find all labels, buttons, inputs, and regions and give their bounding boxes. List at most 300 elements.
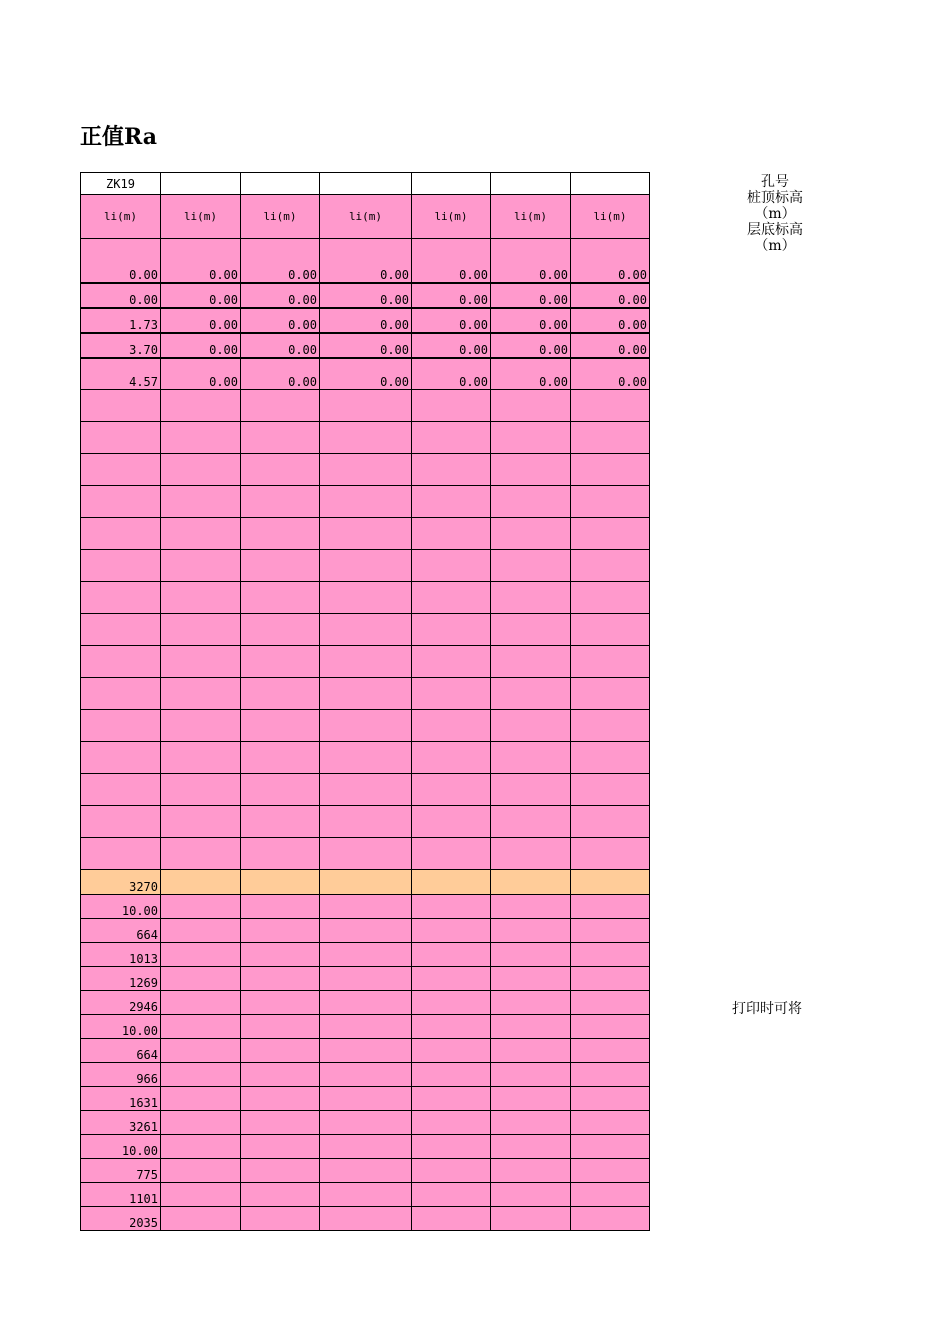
- table-cell[interactable]: [81, 582, 161, 614]
- table-cell[interactable]: [491, 390, 571, 422]
- table-row: [81, 550, 650, 582]
- table-cell[interactable]: 0.00: [491, 308, 571, 333]
- table-cell[interactable]: li(m): [412, 195, 491, 239]
- table-cell[interactable]: [491, 967, 571, 991]
- table-cell[interactable]: [241, 967, 320, 991]
- table-cell[interactable]: [491, 710, 571, 742]
- table-cell[interactable]: [571, 486, 650, 518]
- table-cell[interactable]: 0.00: [81, 239, 161, 283]
- table-cell[interactable]: ZK19: [81, 173, 161, 195]
- table-cell[interactable]: [241, 550, 320, 582]
- table-cell[interactable]: [571, 1039, 650, 1063]
- table-cell[interactable]: [161, 1039, 241, 1063]
- table-cell[interactable]: 0.00: [241, 283, 320, 308]
- table-cell[interactable]: 0.00: [241, 308, 320, 333]
- table-cell[interactable]: [81, 390, 161, 422]
- table-cell[interactable]: [491, 1135, 571, 1159]
- table-row: [81, 806, 650, 838]
- table-cell[interactable]: [571, 1135, 650, 1159]
- table-cell[interactable]: [412, 1087, 491, 1111]
- side-labels: [720, 174, 830, 254]
- table-cell[interactable]: 0.00: [320, 333, 412, 358]
- table-cell[interactable]: [320, 919, 412, 943]
- table-cell[interactable]: [161, 582, 241, 614]
- table-cell[interactable]: 0.00: [241, 239, 320, 283]
- table-cell[interactable]: 0.00: [412, 239, 491, 283]
- table-row: [81, 1135, 650, 1159]
- table-row: [81, 390, 650, 422]
- table-cell[interactable]: [491, 1183, 571, 1207]
- table-cell[interactable]: 0.00: [412, 283, 491, 308]
- table-cell[interactable]: [241, 919, 320, 943]
- table-cell[interactable]: 0.00: [81, 283, 161, 308]
- table-cell[interactable]: [571, 173, 650, 195]
- table-cell[interactable]: [320, 1159, 412, 1183]
- table-cell[interactable]: [571, 678, 650, 710]
- table-cell[interactable]: 0.00: [161, 283, 241, 308]
- table-cell[interactable]: [491, 991, 571, 1015]
- table-cell[interactable]: [412, 582, 491, 614]
- table-cell[interactable]: [241, 454, 320, 486]
- table-cell[interactable]: [241, 806, 320, 838]
- table-cell[interactable]: [491, 806, 571, 838]
- table-cell[interactable]: 0.00: [241, 333, 320, 358]
- table-cell[interactable]: [81, 614, 161, 646]
- table-cell[interactable]: [491, 486, 571, 518]
- table-cell[interactable]: 10.00: [81, 1135, 161, 1159]
- table-cell[interactable]: [161, 646, 241, 678]
- table-cell[interactable]: [320, 967, 412, 991]
- table-cell[interactable]: [320, 1039, 412, 1063]
- table-cell[interactable]: [161, 895, 241, 919]
- table-row: [81, 838, 650, 870]
- table-cell[interactable]: [412, 967, 491, 991]
- table-cell[interactable]: [320, 454, 412, 486]
- table-cell[interactable]: [491, 742, 571, 774]
- table-row: [81, 774, 650, 806]
- table-cell[interactable]: [241, 486, 320, 518]
- table-cell[interactable]: 0.00: [412, 308, 491, 333]
- table-cell[interactable]: [320, 678, 412, 710]
- table-row: [81, 283, 650, 308]
- table-cell[interactable]: [571, 774, 650, 806]
- table-cell[interactable]: li(m): [491, 195, 571, 239]
- table-cell[interactable]: [320, 646, 412, 678]
- table-cell[interactable]: [571, 710, 650, 742]
- print-note: 打印时可将: [732, 1001, 802, 1017]
- table-cell[interactable]: [320, 1063, 412, 1087]
- table-cell[interactable]: [241, 1111, 320, 1135]
- table-cell[interactable]: li(m): [161, 195, 241, 239]
- table-cell[interactable]: [320, 1087, 412, 1111]
- table-row: [81, 919, 650, 943]
- table-cell[interactable]: [81, 838, 161, 870]
- table-cell[interactable]: [161, 991, 241, 1015]
- table-row: [81, 1159, 650, 1183]
- table-cell[interactable]: [161, 742, 241, 774]
- table-cell[interactable]: [491, 173, 571, 195]
- table-cell[interactable]: [320, 422, 412, 454]
- table-cell[interactable]: [412, 806, 491, 838]
- table-cell[interactable]: 0.00: [571, 358, 650, 390]
- table-cell[interactable]: [161, 173, 241, 195]
- table-cell[interactable]: 0.00: [491, 333, 571, 358]
- table-cell[interactable]: [571, 1015, 650, 1039]
- table-cell[interactable]: [241, 173, 320, 195]
- table-cell[interactable]: [81, 678, 161, 710]
- table-cell[interactable]: [161, 1015, 241, 1039]
- table-cell[interactable]: 3.70: [81, 333, 161, 358]
- table-row: [81, 967, 650, 991]
- table-cell[interactable]: 0.00: [571, 283, 650, 308]
- table-cell[interactable]: [241, 943, 320, 967]
- table-cell[interactable]: [571, 919, 650, 943]
- table-cell[interactable]: 664: [81, 1039, 161, 1063]
- table-cell[interactable]: 10.00: [81, 895, 161, 919]
- table-row: [81, 1087, 650, 1111]
- table-cell[interactable]: li(m): [320, 195, 412, 239]
- table-cell[interactable]: [161, 919, 241, 943]
- table-cell[interactable]: [412, 1111, 491, 1135]
- table-cell[interactable]: [81, 646, 161, 678]
- table-cell[interactable]: [320, 1135, 412, 1159]
- table-cell[interactable]: [320, 173, 412, 195]
- table-cell[interactable]: [161, 1087, 241, 1111]
- table-cell[interactable]: [320, 895, 412, 919]
- table-cell[interactable]: [320, 1015, 412, 1039]
- table-cell[interactable]: [412, 742, 491, 774]
- table-cell[interactable]: [320, 518, 412, 550]
- table-cell[interactable]: [241, 582, 320, 614]
- table-cell[interactable]: 0.00: [161, 358, 241, 390]
- table-cell[interactable]: [491, 1039, 571, 1063]
- table-cell[interactable]: [412, 550, 491, 582]
- table-cell[interactable]: 3261: [81, 1111, 161, 1135]
- table-cell[interactable]: [412, 614, 491, 646]
- table-cell[interactable]: [241, 678, 320, 710]
- table-cell[interactable]: [161, 486, 241, 518]
- table-cell[interactable]: 2035: [81, 1207, 161, 1231]
- table-cell[interactable]: [571, 967, 650, 991]
- table-cell[interactable]: [320, 1183, 412, 1207]
- table-cell[interactable]: [161, 1135, 241, 1159]
- table-cell[interactable]: 4.57: [81, 358, 161, 390]
- layer-bottom-elevation-unit: （m）: [754, 238, 796, 254]
- table-cell[interactable]: [571, 646, 650, 678]
- table-cell[interactable]: 0.00: [320, 308, 412, 333]
- pile-top-elevation-label: 桩顶标高: [747, 190, 803, 206]
- table-row: [81, 454, 650, 486]
- table-cell[interactable]: [412, 1039, 491, 1063]
- table-cell[interactable]: [161, 550, 241, 582]
- table-cell[interactable]: [412, 1159, 491, 1183]
- table-cell[interactable]: 0.00: [241, 358, 320, 390]
- table-cell[interactable]: [571, 1063, 650, 1087]
- table-cell[interactable]: [571, 390, 650, 422]
- table-row: [81, 308, 650, 333]
- table-cell[interactable]: 0.00: [412, 358, 491, 390]
- table-cell[interactable]: [571, 1111, 650, 1135]
- table-cell[interactable]: [412, 678, 491, 710]
- table-row: [81, 1039, 650, 1063]
- table-cell[interactable]: 775: [81, 1159, 161, 1183]
- table-cell[interactable]: [412, 774, 491, 806]
- table-cell[interactable]: [161, 838, 241, 870]
- table-row: [81, 614, 650, 646]
- table-cell[interactable]: [161, 454, 241, 486]
- table-cell[interactable]: [161, 1159, 241, 1183]
- table-cell[interactable]: [81, 806, 161, 838]
- table-cell[interactable]: [81, 710, 161, 742]
- table-cell[interactable]: [491, 550, 571, 582]
- table-row: [81, 518, 650, 550]
- table-cell[interactable]: [491, 646, 571, 678]
- table-row: [81, 710, 650, 742]
- table-cell[interactable]: [491, 1063, 571, 1087]
- table-row: [81, 1207, 650, 1231]
- table-row: [81, 742, 650, 774]
- table-cell[interactable]: [412, 646, 491, 678]
- table-cell[interactable]: [491, 614, 571, 646]
- table-cell[interactable]: [161, 1207, 241, 1231]
- table-cell[interactable]: [241, 1207, 320, 1231]
- table-cell[interactable]: [320, 582, 412, 614]
- table-cell[interactable]: [81, 422, 161, 454]
- table-row: [81, 1111, 650, 1135]
- table-cell[interactable]: [320, 943, 412, 967]
- table-cell[interactable]: [161, 1063, 241, 1087]
- table-cell[interactable]: [491, 895, 571, 919]
- table-cell[interactable]: [161, 967, 241, 991]
- table-cell[interactable]: [241, 1039, 320, 1063]
- table-cell[interactable]: 0.00: [161, 239, 241, 283]
- table-cell[interactable]: [412, 422, 491, 454]
- table-cell[interactable]: [241, 870, 320, 895]
- table-cell[interactable]: [571, 895, 650, 919]
- table-cell[interactable]: [81, 518, 161, 550]
- table-row: [81, 486, 650, 518]
- table-cell[interactable]: [81, 550, 161, 582]
- table-cell[interactable]: 1101: [81, 1183, 161, 1207]
- table-cell[interactable]: 664: [81, 919, 161, 943]
- table-cell[interactable]: [161, 943, 241, 967]
- table-cell[interactable]: [412, 919, 491, 943]
- table-cell[interactable]: [320, 838, 412, 870]
- table-cell[interactable]: li(m): [571, 195, 650, 239]
- table-cell[interactable]: 1013: [81, 943, 161, 967]
- table-cell[interactable]: [412, 518, 491, 550]
- table-cell[interactable]: [241, 742, 320, 774]
- table-cell[interactable]: [491, 1159, 571, 1183]
- table-cell[interactable]: [320, 806, 412, 838]
- table-cell[interactable]: 0.00: [571, 308, 650, 333]
- table-cell[interactable]: li(m): [81, 195, 161, 239]
- table-cell[interactable]: [412, 991, 491, 1015]
- table-cell[interactable]: [412, 1063, 491, 1087]
- table-cell[interactable]: 3270: [81, 870, 161, 895]
- table-cell[interactable]: [491, 838, 571, 870]
- table-cell[interactable]: [241, 1015, 320, 1039]
- table-cell[interactable]: 0.00: [491, 283, 571, 308]
- table-row: [81, 239, 650, 283]
- table-cell[interactable]: 0.00: [491, 358, 571, 390]
- table-cell[interactable]: [161, 422, 241, 454]
- table-cell[interactable]: [571, 550, 650, 582]
- table-cell[interactable]: [412, 710, 491, 742]
- table-cell[interactable]: [320, 486, 412, 518]
- table-row: [81, 991, 650, 1015]
- table-cell[interactable]: 1.73: [81, 308, 161, 333]
- table-cell[interactable]: [161, 806, 241, 838]
- table-cell[interactable]: [571, 1183, 650, 1207]
- table-cell[interactable]: [412, 173, 491, 195]
- table-cell[interactable]: [491, 1111, 571, 1135]
- table-row: [81, 173, 650, 195]
- table-row: [81, 895, 650, 919]
- table-cell[interactable]: [320, 1207, 412, 1231]
- table-cell[interactable]: [161, 1183, 241, 1207]
- table-cell[interactable]: [412, 1207, 491, 1231]
- table-cell[interactable]: [412, 943, 491, 967]
- table-cell[interactable]: [241, 518, 320, 550]
- table-cell[interactable]: [571, 1207, 650, 1231]
- table-cell[interactable]: [320, 550, 412, 582]
- table-cell[interactable]: [412, 895, 491, 919]
- table-cell[interactable]: [571, 518, 650, 550]
- table-cell[interactable]: [491, 1015, 571, 1039]
- table-cell[interactable]: [571, 422, 650, 454]
- table-cell[interactable]: 0.00: [161, 308, 241, 333]
- table-cell[interactable]: [412, 1183, 491, 1207]
- table-row: [81, 1063, 650, 1087]
- table-cell[interactable]: [241, 991, 320, 1015]
- table-cell[interactable]: [320, 774, 412, 806]
- table-cell[interactable]: [241, 390, 320, 422]
- table-cell[interactable]: 0.00: [571, 239, 650, 283]
- table-cell[interactable]: [241, 895, 320, 919]
- table-cell[interactable]: [571, 943, 650, 967]
- table-cell[interactable]: [161, 1111, 241, 1135]
- table-cell[interactable]: [320, 742, 412, 774]
- table-cell[interactable]: [161, 614, 241, 646]
- table-cell[interactable]: [491, 518, 571, 550]
- table-cell[interactable]: [320, 870, 412, 895]
- table-cell[interactable]: [81, 486, 161, 518]
- table-cell[interactable]: [571, 806, 650, 838]
- table-cell[interactable]: [491, 1087, 571, 1111]
- table-row: [81, 1183, 650, 1207]
- table-cell[interactable]: 0.00: [161, 333, 241, 358]
- table-cell[interactable]: 0.00: [320, 239, 412, 283]
- table-row: [81, 646, 650, 678]
- table-cell[interactable]: 0.00: [491, 239, 571, 283]
- table-cell[interactable]: [241, 774, 320, 806]
- table-cell[interactable]: [491, 422, 571, 454]
- table-row: [81, 582, 650, 614]
- table-cell[interactable]: 0.00: [320, 283, 412, 308]
- table-cell[interactable]: [241, 646, 320, 678]
- table-cell[interactable]: [161, 678, 241, 710]
- table-row: [81, 333, 650, 358]
- table-cell[interactable]: [571, 582, 650, 614]
- table-cell[interactable]: [320, 1111, 412, 1135]
- table-row: [81, 943, 650, 967]
- table-cell[interactable]: 1269: [81, 967, 161, 991]
- table-cell[interactable]: [571, 614, 650, 646]
- table-cell[interactable]: [241, 838, 320, 870]
- table-cell[interactable]: [412, 390, 491, 422]
- table-cell[interactable]: [320, 390, 412, 422]
- table-row: [81, 870, 650, 895]
- table-cell[interactable]: [241, 1063, 320, 1087]
- table-cell[interactable]: [320, 614, 412, 646]
- pile-calculation-table: [80, 172, 650, 1231]
- table-cell[interactable]: [241, 422, 320, 454]
- table-cell[interactable]: [81, 774, 161, 806]
- table-cell[interactable]: [571, 742, 650, 774]
- table-cell[interactable]: 0.00: [571, 333, 650, 358]
- table-row: [81, 422, 650, 454]
- table-cell[interactable]: 966: [81, 1063, 161, 1087]
- table-cell[interactable]: [161, 774, 241, 806]
- table-cell[interactable]: [571, 1087, 650, 1111]
- table-cell[interactable]: 2946: [81, 991, 161, 1015]
- table-cell[interactable]: [491, 919, 571, 943]
- table-cell[interactable]: [161, 518, 241, 550]
- table-cell[interactable]: [320, 991, 412, 1015]
- table-cell[interactable]: 10.00: [81, 1015, 161, 1039]
- table-cell[interactable]: [81, 742, 161, 774]
- table-cell[interactable]: [412, 1015, 491, 1039]
- sheet-title: 正值Ra: [80, 124, 158, 150]
- table-cell[interactable]: [491, 1207, 571, 1231]
- table-cell[interactable]: [161, 390, 241, 422]
- table-cell[interactable]: [241, 1087, 320, 1111]
- table-cell[interactable]: [161, 870, 241, 895]
- table-cell[interactable]: [571, 838, 650, 870]
- table-cell[interactable]: [241, 1159, 320, 1183]
- table-cell[interactable]: [241, 1183, 320, 1207]
- table-cell[interactable]: 0.00: [412, 333, 491, 358]
- table-cell[interactable]: [491, 454, 571, 486]
- table-cell[interactable]: [81, 454, 161, 486]
- table-cell[interactable]: [571, 1159, 650, 1183]
- table-cell[interactable]: [491, 678, 571, 710]
- table-cell[interactable]: li(m): [241, 195, 320, 239]
- table-cell[interactable]: [491, 870, 571, 895]
- table-cell[interactable]: [241, 1135, 320, 1159]
- table-cell[interactable]: [412, 1135, 491, 1159]
- table-cell[interactable]: 1631: [81, 1087, 161, 1111]
- table-cell[interactable]: [241, 614, 320, 646]
- table-cell[interactable]: [571, 991, 650, 1015]
- table-cell[interactable]: [320, 710, 412, 742]
- table-cell[interactable]: [491, 943, 571, 967]
- table-cell[interactable]: [241, 710, 320, 742]
- table-cell[interactable]: [412, 454, 491, 486]
- table-cell[interactable]: [412, 838, 491, 870]
- table-cell[interactable]: [571, 870, 650, 895]
- table-cell[interactable]: [412, 870, 491, 895]
- pile-top-elevation-unit: （m）: [754, 206, 796, 222]
- table-row: [81, 678, 650, 710]
- table-cell[interactable]: [491, 582, 571, 614]
- table-cell[interactable]: 0.00: [320, 358, 412, 390]
- table-cell[interactable]: [412, 486, 491, 518]
- table-cell[interactable]: [491, 774, 571, 806]
- table-cell[interactable]: [161, 710, 241, 742]
- table-cell[interactable]: [571, 454, 650, 486]
